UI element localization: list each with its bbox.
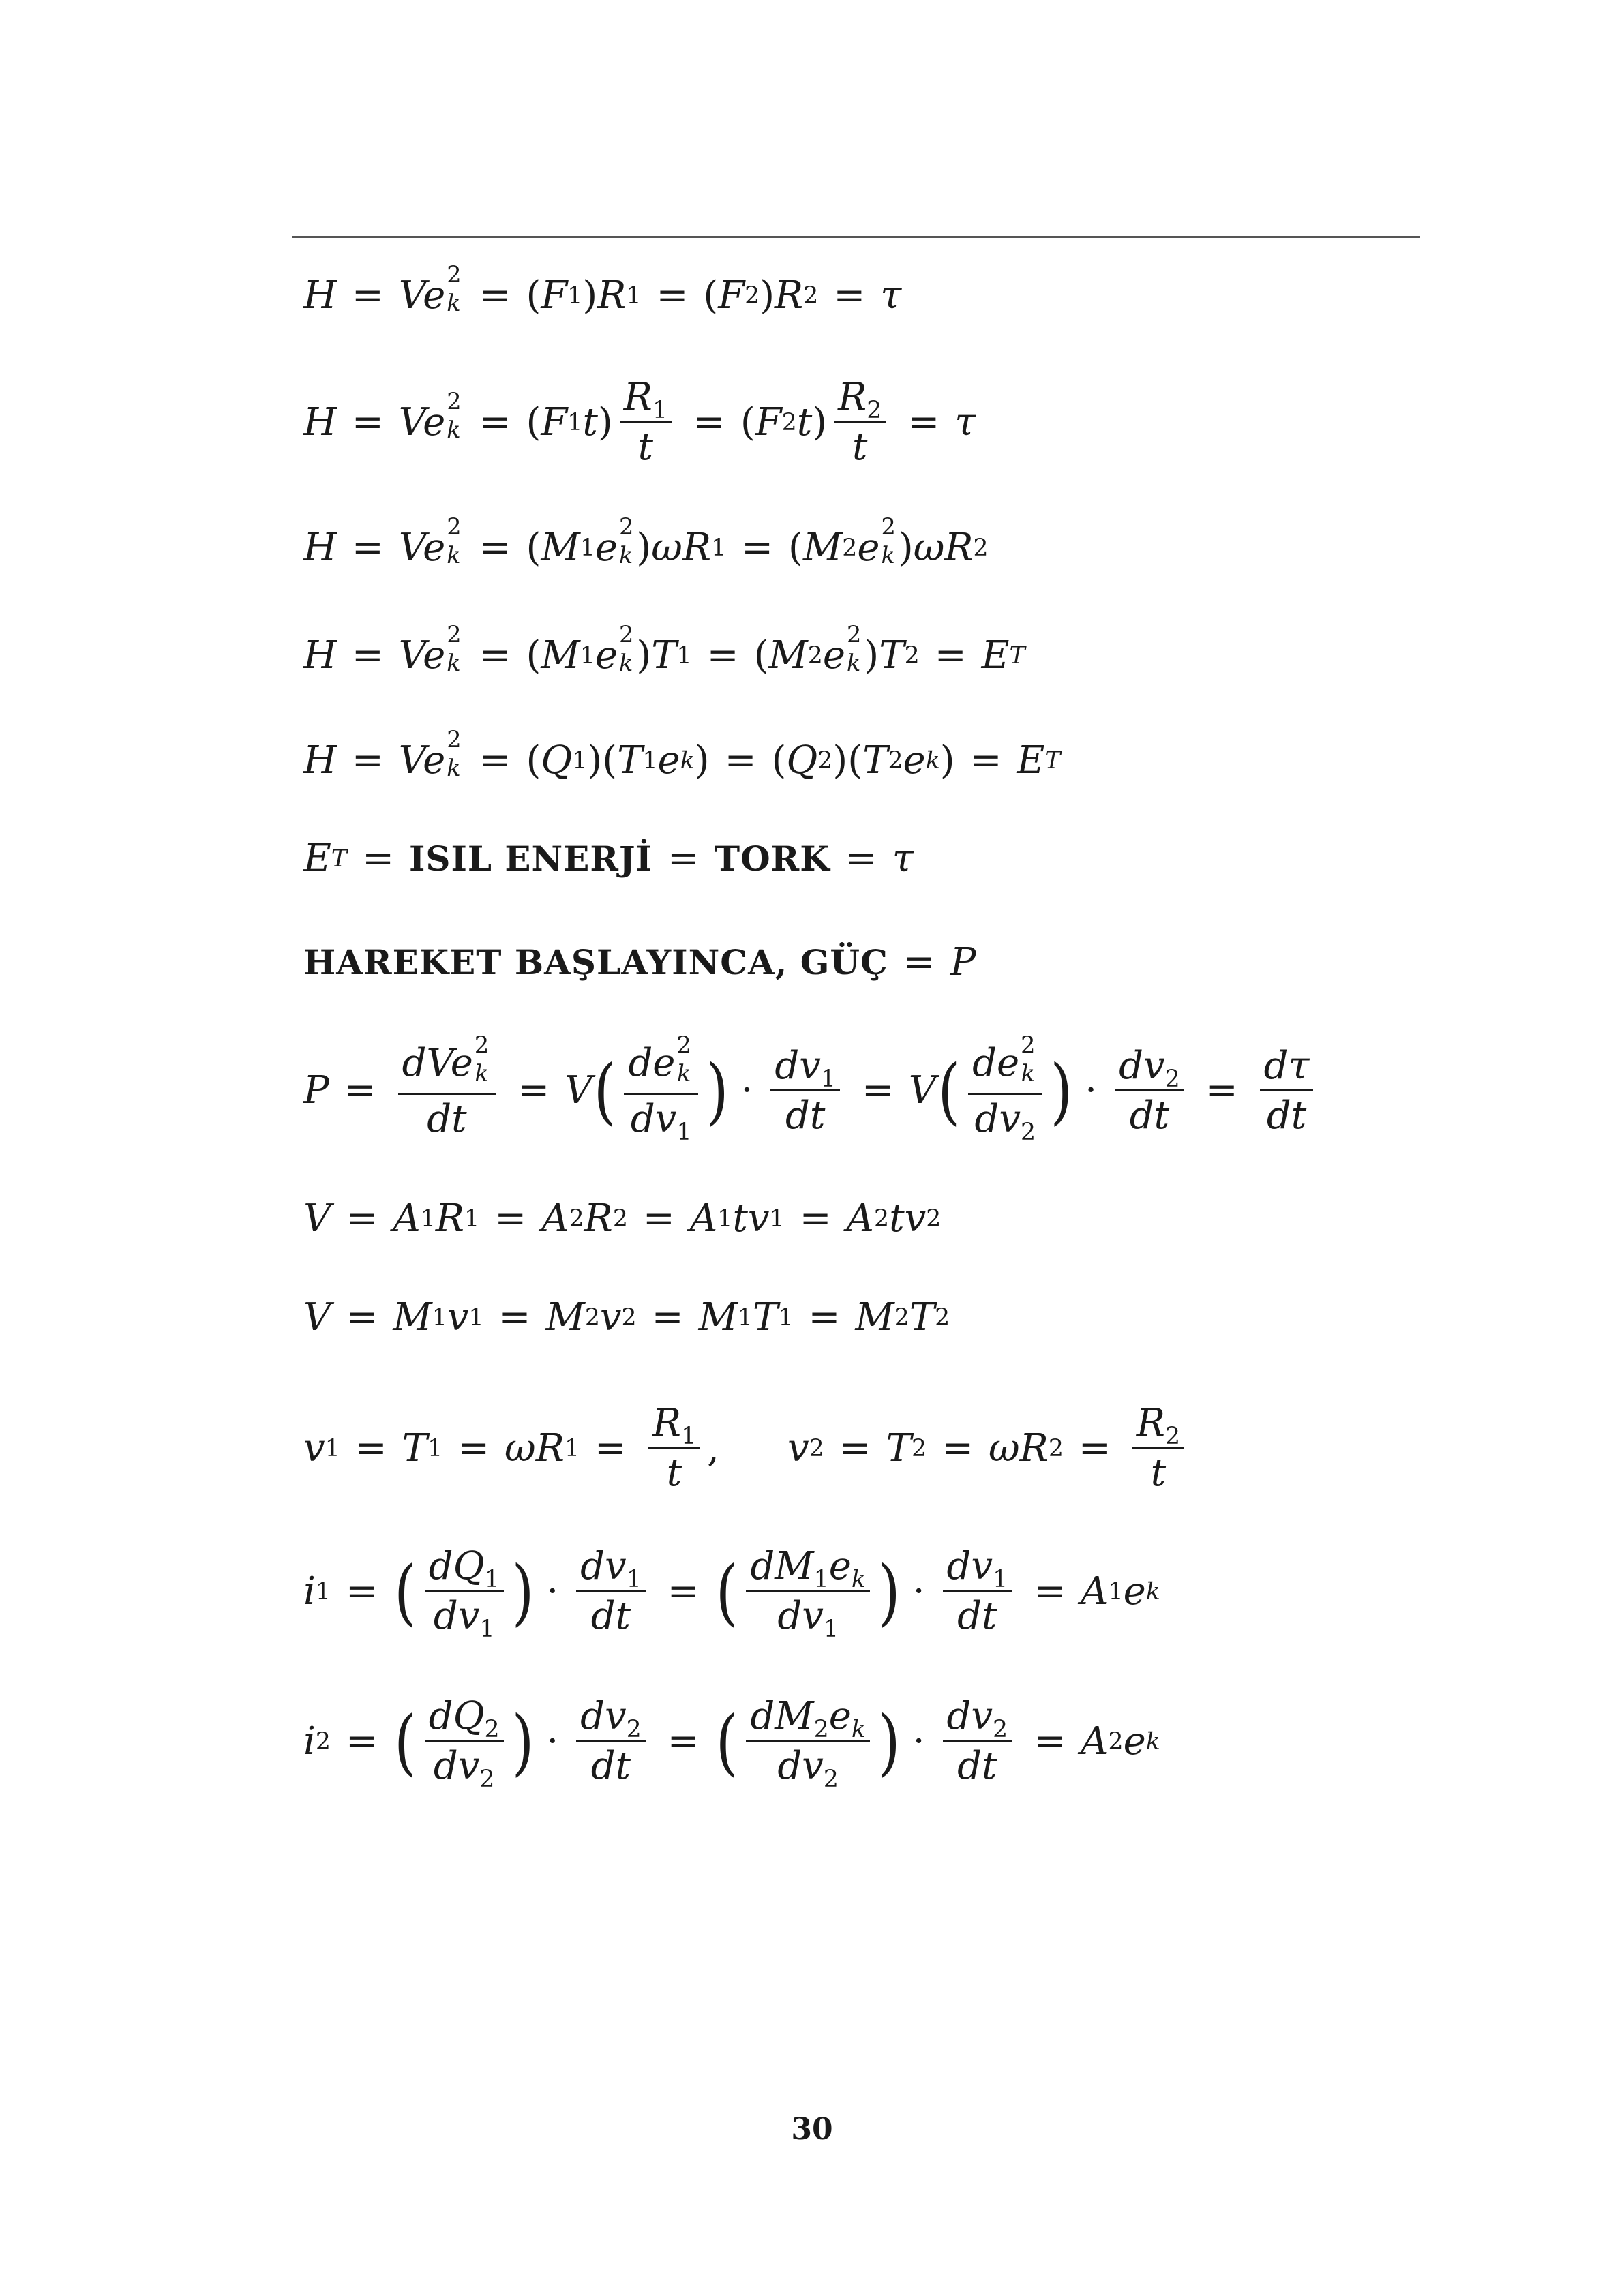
equation-11: v 1 = T 1 = ωR 1 = $\frac{R_1}{t}$ , v 2 = T 2 = ωR 2 = $\frac{R_2}{t}$ (303, 1404, 1191, 1492)
heading-tork: TORK (714, 839, 830, 879)
equation-3: H = Ve 2 k = ( M 1 e 2 k ) ωR 1 = ( M 2 e 2 k ) ωR 2 (303, 513, 989, 570)
equation-1: H = Ve 2 k = ( F 1 ) R 1 = ( F 2 ) R 2 = τ (303, 261, 902, 318)
page-number: 30 (791, 2112, 833, 2147)
header-rule (292, 236, 1420, 238)
equation-7: HAREKET BAŞLAYINCA, GÜÇ = P (303, 940, 976, 984)
equation-12: i 1 = ( $\frac{dQ_1}{dv_1}$ ) · $\frac{dv_1}{dt}$ = ( $\frac{dM_1e_k}{dv_1}$ ) · $\frac{dv_1}{dt}$ = A 1 e k (303, 1544, 1160, 1644)
equation-5: H = Ve 2 k = ( Q 1 )( T 1 e k ) = ( Q 2 )( T 2 e k ) = E T (303, 726, 1061, 783)
equation-10: V = M 1 v 1 = M 2 v 2 = M 1 T 1 = M 2 T 2 (303, 1295, 950, 1340)
equation-2: H = Ve 2 k = ( F 1 t ) $\frac{R_1}{t}$ = ( F 2 t ) $\frac{R_2}{t}$ = τ (303, 375, 976, 469)
equation-6: E T = ISIL ENERJİ = TORK = τ (303, 836, 914, 881)
equation-9: V = A 1 R 1 = A 2 R 2 = A 1 tv 1 = A 2 tv 2 (303, 1196, 942, 1241)
heading-hareket: HAREKET BAŞLAYINCA, GÜÇ (303, 942, 888, 982)
equation-13: i 2 = ( $\frac{dQ_2}{dv_2}$ ) · $\frac{dv_2}{dt}$ = ( $\frac{dM_2e_k}{dv_2}$ ) · $\frac{dv_2}{dt}$ = A 2 e k (303, 1694, 1160, 1794)
heading-isil-enerji: ISIL ENERJİ (408, 839, 652, 879)
equation-8: P = dVe 2 k dt = V ( de 2 k $dv_1$ ) · $\frac{dv_1}{dt}$ = V ( de 2 k $dv_2$ ) · $\frac{dv_2}{dt}$ = $\frac{d\tau}{dt}$ (303, 1043, 1320, 1138)
equation-4: H = Ve 2 k = ( M 1 e 2 k ) T 1 = ( M 2 e 2 k ) T 2 = E T (303, 621, 1025, 678)
